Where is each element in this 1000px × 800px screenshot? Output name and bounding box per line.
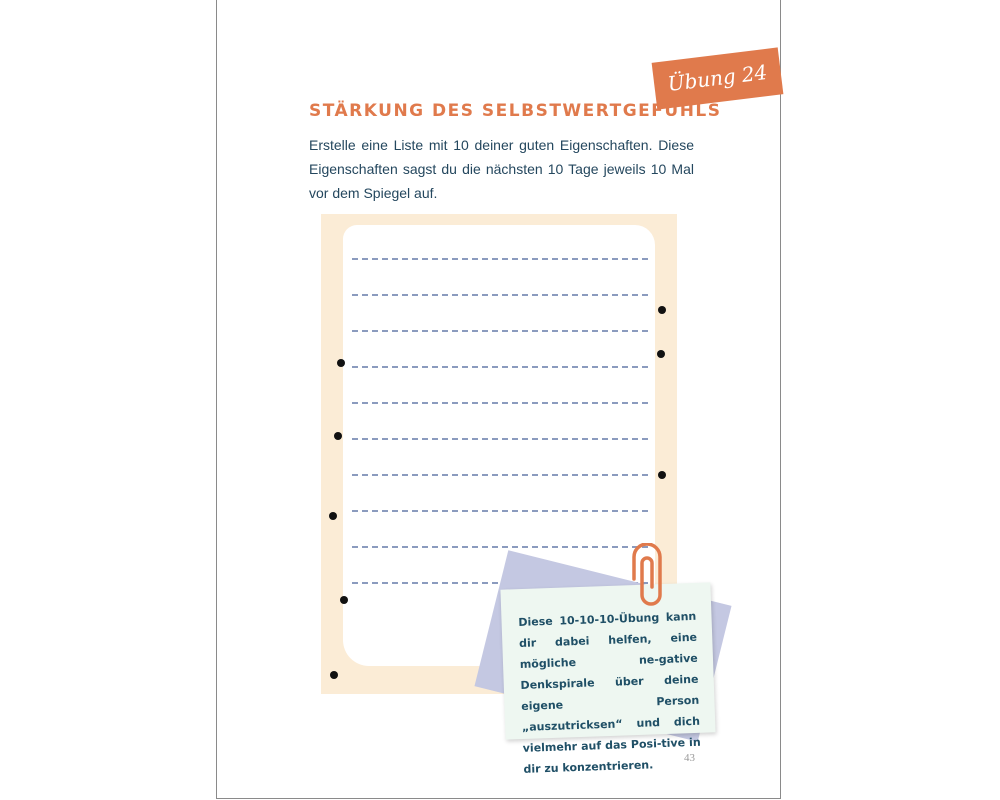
decorative-dot xyxy=(329,512,337,520)
writing-line-1[interactable] xyxy=(352,258,648,260)
writing-line-9[interactable] xyxy=(352,546,648,548)
writing-line-5[interactable] xyxy=(352,402,648,404)
exercise-tag: Übung 24 xyxy=(652,47,784,109)
writing-line-3[interactable] xyxy=(352,330,648,332)
decorative-dot xyxy=(334,432,342,440)
intro-text: Erstelle eine Liste mit 10 deiner guten Eigenschaften. Diese Eigenschaften sagst du die nächsten 10 Tage jeweils 10 Mal vor dem Spiegel auf. xyxy=(309,137,694,201)
decorative-dot xyxy=(330,671,338,679)
decorative-dot xyxy=(340,596,348,604)
writing-line-8[interactable] xyxy=(352,510,648,512)
writing-line-7[interactable] xyxy=(352,474,648,476)
writing-line-2[interactable] xyxy=(352,294,648,296)
decorative-dot xyxy=(658,471,666,479)
writing-line-4[interactable] xyxy=(352,366,648,368)
decorative-dot xyxy=(337,359,345,367)
paperclip-icon xyxy=(626,543,668,613)
decorative-dot xyxy=(657,350,665,358)
page-title: STÄRKUNG DES SELBSTWERTGEFÜHLS xyxy=(309,101,722,121)
writing-line-6[interactable] xyxy=(352,438,648,440)
note-text: Diese 10-10-10-Übung kann dir dabei helfen, eine mögliche ne-gative Denkspirale über deine eigene Person „auszutricksen“ und dich vielmehr auf das Posi-tive in dir zu konzentrieren. xyxy=(518,609,701,776)
page-number: 43 xyxy=(684,752,695,764)
decorative-dot xyxy=(658,306,666,314)
